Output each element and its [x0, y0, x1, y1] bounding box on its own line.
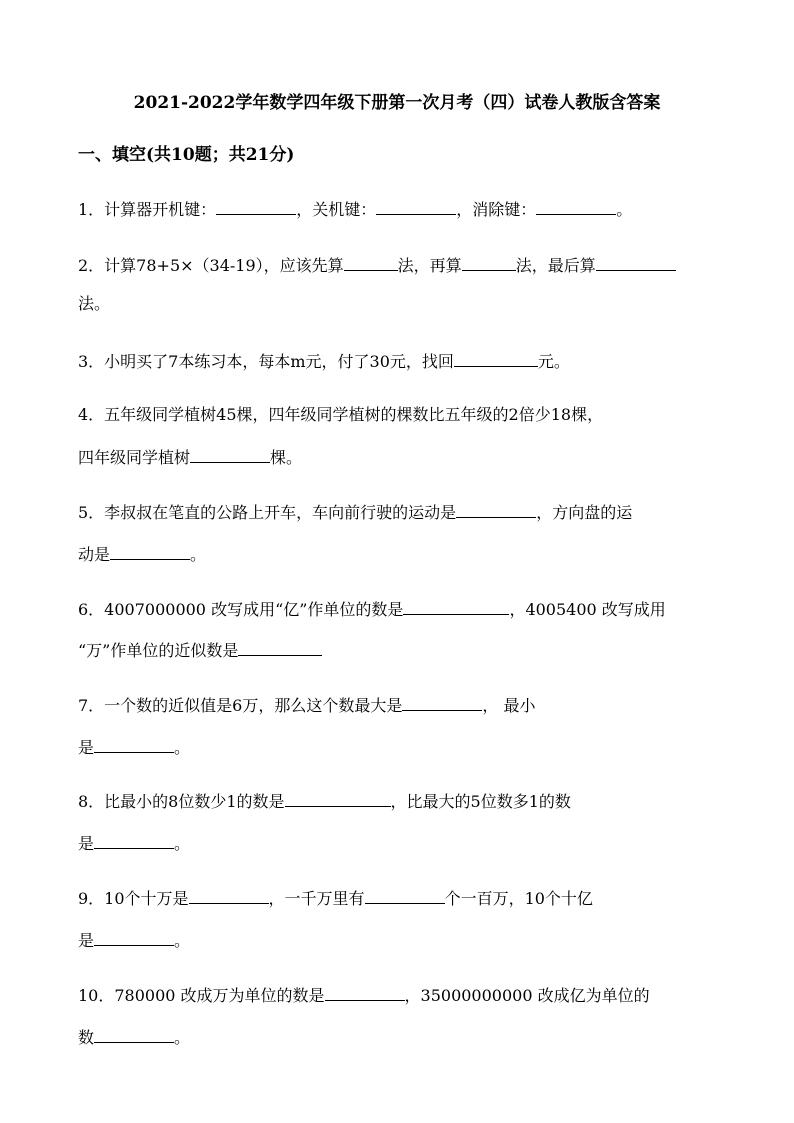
- answer-blank[interactable]: [110, 543, 190, 560]
- question-7-cont: 是 。: [78, 738, 191, 757]
- answer-blank[interactable]: [189, 887, 269, 904]
- question-1: 1．计算器开机键： ，关机键： ，消除键： 。: [78, 200, 633, 219]
- answer-blank[interactable]: [365, 887, 445, 904]
- question-5: 5．李叔叔在笔直的公路上开车，车向前行驶的运动是 ，方向盘的运: [78, 503, 633, 522]
- question-9-cont: 是 。: [78, 931, 191, 950]
- question-8-cont: 是 。: [78, 834, 191, 853]
- answer-blank[interactable]: [94, 929, 174, 946]
- section-heading: 一、填空(共10题；共21分): [78, 145, 295, 165]
- answer-blank[interactable]: [94, 1026, 174, 1043]
- question-4-cont: 四年级同学植树 棵。: [78, 448, 303, 467]
- question-9: 9．10个十万是 ，一千万里有 个一百万，10个十亿: [78, 889, 593, 908]
- answer-blank[interactable]: [238, 639, 322, 656]
- answer-blank[interactable]: [403, 598, 509, 615]
- answer-blank[interactable]: [376, 198, 456, 215]
- answer-blank[interactable]: [462, 254, 516, 271]
- answer-blank[interactable]: [402, 694, 482, 711]
- answer-blank[interactable]: [344, 254, 398, 271]
- question-6-cont: “万”作单位的近似数是: [78, 639, 322, 661]
- question-3: 3．小明买了7本练习本，每本m元，付了30元，找回 元。: [78, 352, 570, 371]
- answer-blank[interactable]: [325, 984, 405, 1001]
- question-2: 2．计算78+5×（34-19），应该先算 法，再算 法，最后算: [78, 254, 676, 276]
- answer-blank[interactable]: [94, 736, 174, 753]
- question-4: 4．五年级同学植树45棵，四年级同学植树的棵数比五年级的2倍少18棵，: [78, 405, 604, 424]
- answer-blank[interactable]: [190, 446, 270, 463]
- answer-blank[interactable]: [216, 198, 296, 215]
- answer-blank[interactable]: [596, 254, 676, 271]
- question-10: 10．780000 改成万为单位的数是 ，35000000000 改成亿为单位的: [78, 986, 650, 1005]
- question-6: 6．4007000000 改写成用“亿”作单位的数是 ，4005400 改写成用: [78, 600, 666, 619]
- question-5-cont: 动是 。: [78, 545, 207, 564]
- question-2-cont: 法。: [78, 294, 111, 313]
- answer-blank[interactable]: [94, 832, 174, 849]
- answer-blank[interactable]: [454, 350, 538, 367]
- page-title: 2021-2022学年数学四年级下册第一次月考（四）试卷人教版含答案: [133, 93, 661, 113]
- answer-blank[interactable]: [456, 501, 536, 518]
- question-8: 8．比最小的8位数少1的数是 ，比最大的5位数多1的数: [78, 792, 571, 811]
- question-7: 7．一个数的近似值是6万，那么这个数最大是 ， 最小: [78, 696, 536, 715]
- question-10-cont: 数 。: [78, 1028, 191, 1047]
- answer-blank[interactable]: [536, 198, 616, 215]
- answer-blank[interactable]: [285, 790, 391, 807]
